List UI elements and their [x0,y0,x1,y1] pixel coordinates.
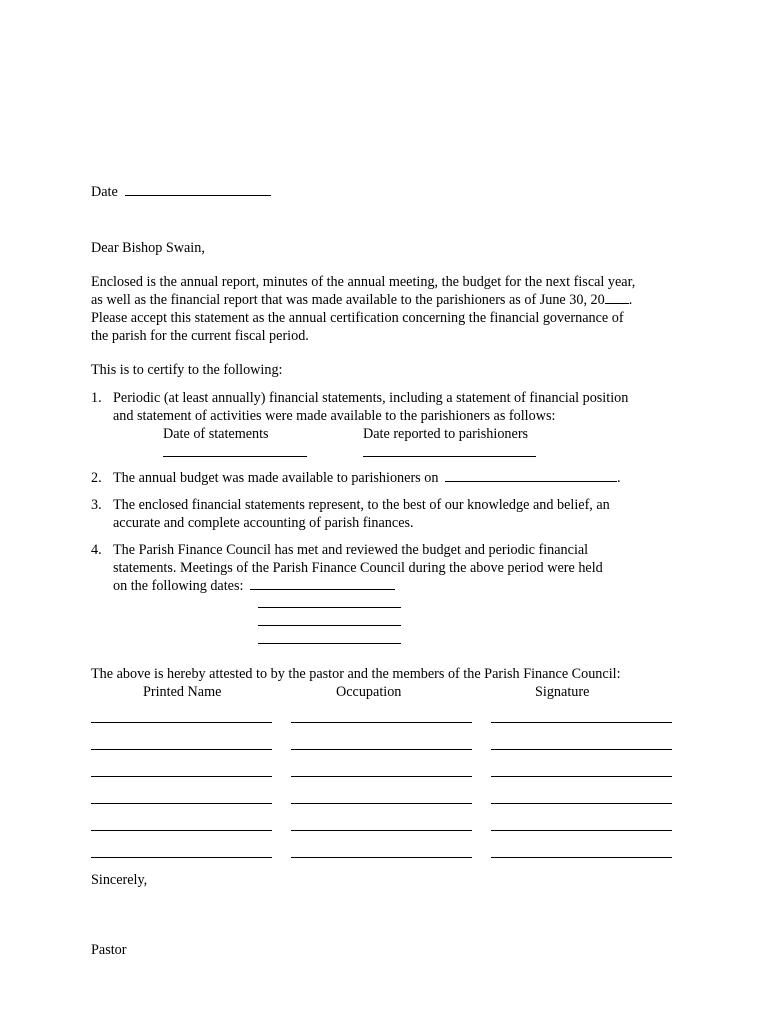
item-2-number: 2. [91,470,102,486]
occupation-field-row-2[interactable] [291,749,472,750]
date-label: Date [91,184,118,200]
printed-name-field-row-2[interactable] [91,749,272,750]
printed-name-field-row-1[interactable] [91,722,272,723]
meeting-date-field-1[interactable] [250,577,395,590]
signer-title: Pastor [91,942,127,958]
item-3-line-2: accurate and complete accounting of parish finances. [113,515,414,531]
closing: Sincerely, [91,872,148,888]
budget-date-field[interactable] [445,469,617,482]
attest-text: The above is hereby attested to by the pastor and the members of the Parish Finance Council: [91,666,621,682]
signature-field-row-3[interactable] [491,776,672,777]
intro-line-4: the parish for the current fiscal period. [91,328,309,344]
period: . [628,292,633,308]
item-1-number: 1. [91,390,102,406]
year-field[interactable] [605,291,629,304]
signature-field-row-6[interactable] [491,857,672,858]
occupation-field-row-5[interactable] [291,830,472,831]
item-3-number: 3. [91,497,102,513]
occupation-field-row-1[interactable] [291,722,472,723]
item-2-line-1 [113,469,621,487]
printed-name-field-row-5[interactable] [91,830,272,831]
col-date-statements: Date of statements [163,426,269,442]
item-4-text: on the following dates: [113,578,244,594]
meeting-date-field-4[interactable] [258,643,401,644]
salutation: Dear Bishop Swain, [91,240,205,256]
header-printed-name: Printed Name [143,684,222,700]
item-2-text: The annual budget was made available to parishioners on [113,470,439,486]
header-signature: Signature [535,684,590,700]
intro-line-2-text: as well as the financial report that was made available to the parishioners as of June 30, 20 [91,292,605,308]
occupation-field-row-6[interactable] [291,857,472,858]
signature-field-row-4[interactable] [491,803,672,804]
meeting-date-field-2[interactable] [258,607,401,608]
signature-field-row-2[interactable] [491,749,672,750]
header-occupation: Occupation [336,684,402,700]
item-4-line-3 [113,577,395,595]
certify-heading: This is to certify to the following: [91,362,283,378]
item-1-line-2: and statement of activities were made available to the parishioners as follows: [113,408,556,424]
item-1-line-1: Periodic (at least annually) financial statements, including a statement of financial position [113,390,629,406]
date-reported-field[interactable] [363,456,536,457]
item-4-number: 4. [91,542,102,558]
intro-line-2 [91,291,632,309]
date-field[interactable] [125,183,271,196]
signature-field-row-1[interactable] [491,722,672,723]
meeting-date-field-3[interactable] [258,625,401,626]
period: . [616,470,621,486]
occupation-field-row-4[interactable] [291,803,472,804]
printed-name-field-row-4[interactable] [91,803,272,804]
item-3-line-1: The enclosed financial statements represent, to the best of our knowledge and belief, an [113,497,610,513]
item-4-line-1: The Parish Finance Council has met and reviewed the budget and periodic financial [113,542,589,558]
date-line [91,183,271,201]
signature-field-row-5[interactable] [491,830,672,831]
printed-name-field-row-3[interactable] [91,776,272,777]
intro-line-1: Enclosed is the annual report, minutes of the annual meeting, the budget for the next fiscal year, [91,274,636,290]
date-of-statements-field[interactable] [163,456,307,457]
occupation-field-row-3[interactable] [291,776,472,777]
item-4-line-2: statements. Meetings of the Parish Finance Council during the above period were held [113,560,603,576]
col-date-reported: Date reported to parishioners [363,426,529,442]
printed-name-field-row-6[interactable] [91,857,272,858]
intro-line-3: Please accept this statement as the annual certification concerning the financial governance of [91,310,624,326]
